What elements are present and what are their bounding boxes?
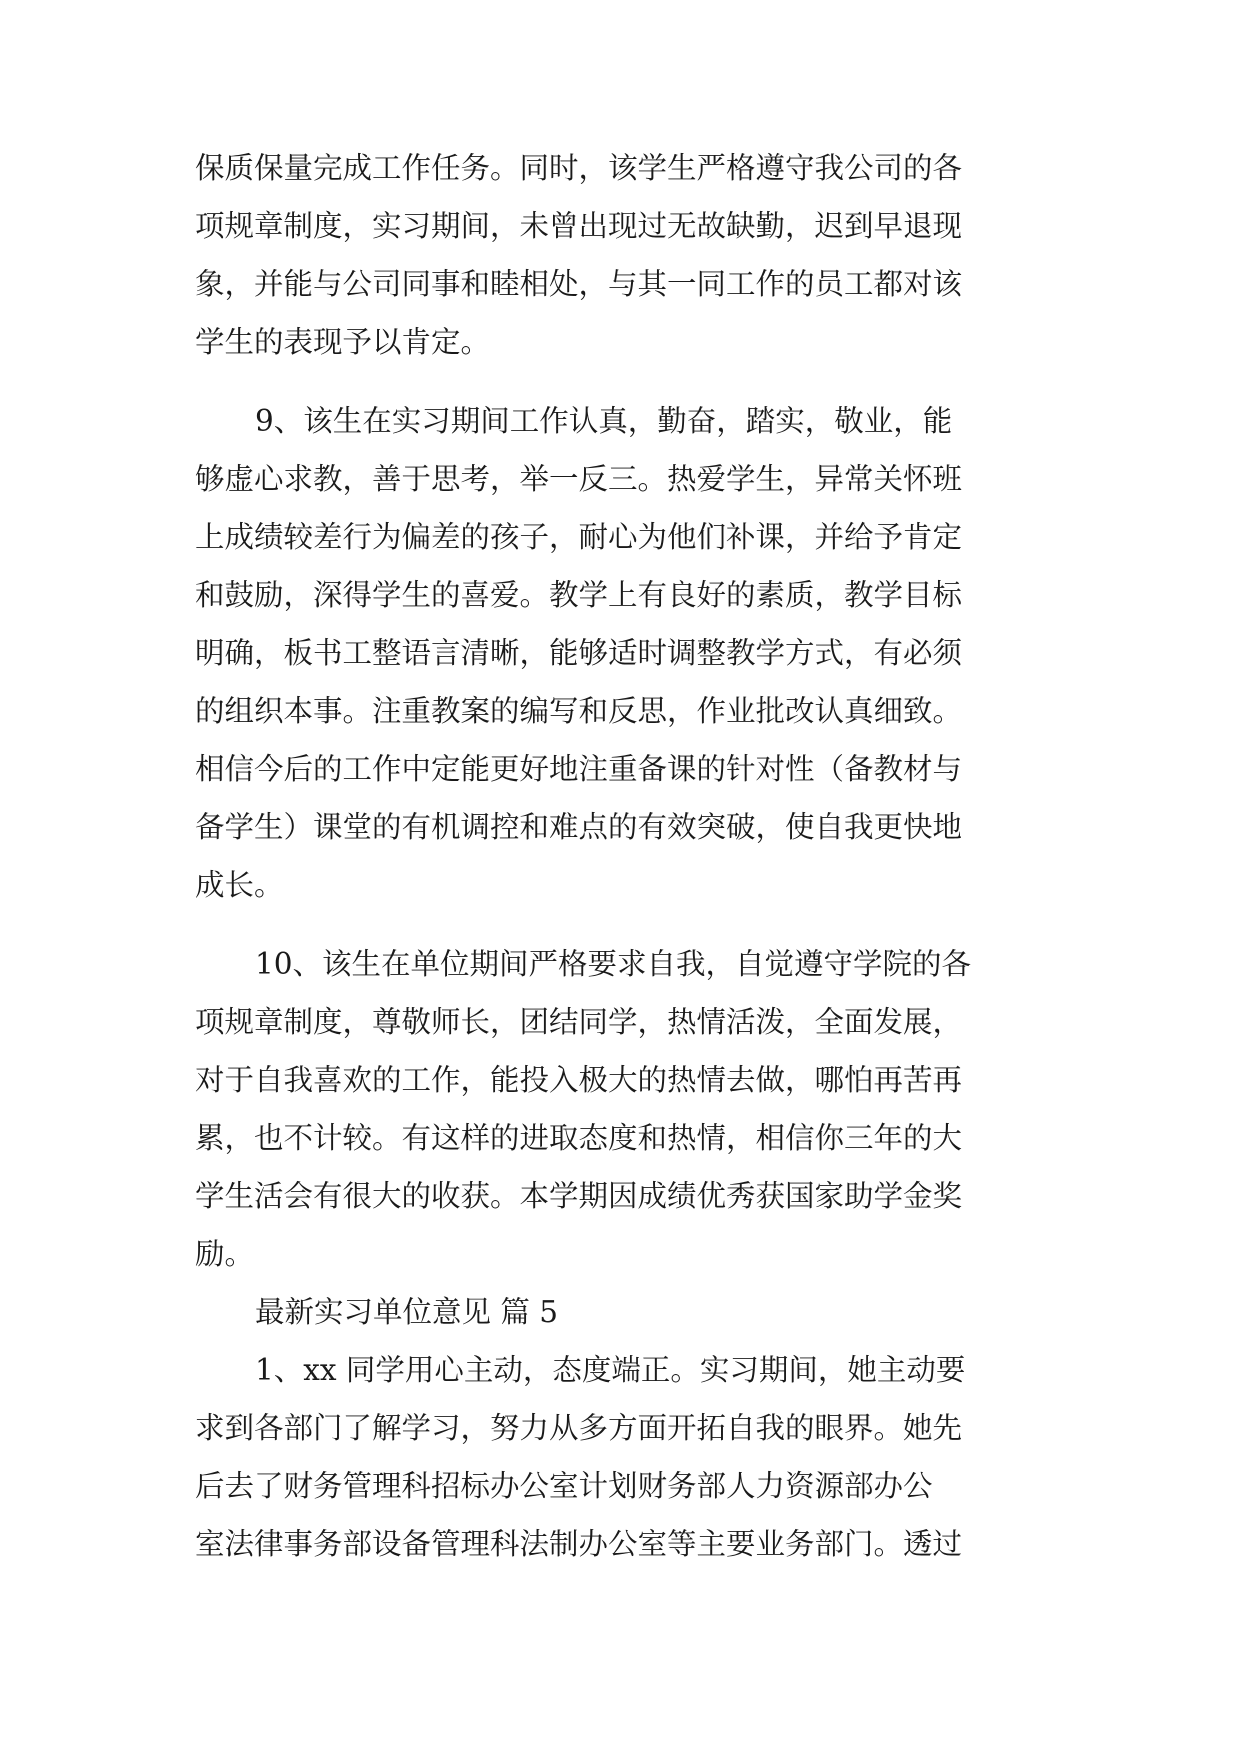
text-line: 备学生）课堂的有机调控和难点的有效突破，使自我更快地 — [195, 810, 963, 844]
text-line: 项规章制度，尊敬师长，团结同学，热情活泼，全面发展， — [195, 1005, 963, 1039]
text-line: 后去了财务管理科招标办公室计划财务部人力资源部办公 — [195, 1469, 933, 1503]
text-line: 象，并能与公司同事和睦相处，与其一同工作的员工都对该 — [195, 267, 963, 301]
section-heading: 最新实习单位意见 篇 5 — [255, 1295, 559, 1329]
text-line: 明确，板书工整语言清晰，能够适时调整教学方式，有必须 — [195, 636, 963, 670]
paragraph-9-start: 9、该生在实习期间工作认真，勤奋，踏实，敬业，能 — [255, 404, 953, 438]
text-line: 够虚心求教，善于思考，举一反三。热爱学生，异常关怀班 — [195, 462, 963, 496]
text-line: 学生活会有很大的收获。本学期因成绩优秀获国家助学金奖 — [195, 1179, 963, 1213]
text-line: 和鼓励，深得学生的喜爱。教学上有良好的素质，教学目标 — [195, 578, 963, 612]
text-line: 求到各部门了解学习，努力从多方面开拓自我的眼界。她先 — [195, 1411, 963, 1445]
text-line: 学生的表现予以肯定。 — [195, 325, 491, 359]
paragraph-1-start: 1、xx 同学用心主动，态度端正。实习期间，她主动要 — [255, 1353, 966, 1387]
text-line: 成长。 — [195, 868, 284, 902]
text-line: 累，也不计较。有这样的进取态度和热情，相信你三年的大 — [195, 1121, 963, 1155]
text-line: 上成绩较差行为偏差的孩子，耐心为他们补课，并给予肯定 — [195, 520, 963, 554]
paragraph-10-start: 10、该生在单位期间严格要求自我，自觉遵守学院的各 — [255, 947, 972, 981]
text-line: 对于自我喜欢的工作，能投入极大的热情去做，哪怕再苦再 — [195, 1063, 963, 1097]
text-line: 项规章制度，实习期间，未曾出现过无故缺勤，迟到早退现 — [195, 209, 963, 243]
text-line: 的组织本事。注重教案的编写和反思，作业批改认真细致。 — [195, 694, 963, 728]
text-line: 励。 — [195, 1237, 255, 1271]
text-line: 相信今后的工作中定能更好地注重备课的针对性（备教材与 — [195, 752, 963, 786]
text-line: 保质保量完成工作任务。同时，该学生严格遵守我公司的各 — [195, 151, 963, 185]
text-line: 室法律事务部设备管理科法制办公室等主要业务部门。透过 — [195, 1527, 963, 1561]
